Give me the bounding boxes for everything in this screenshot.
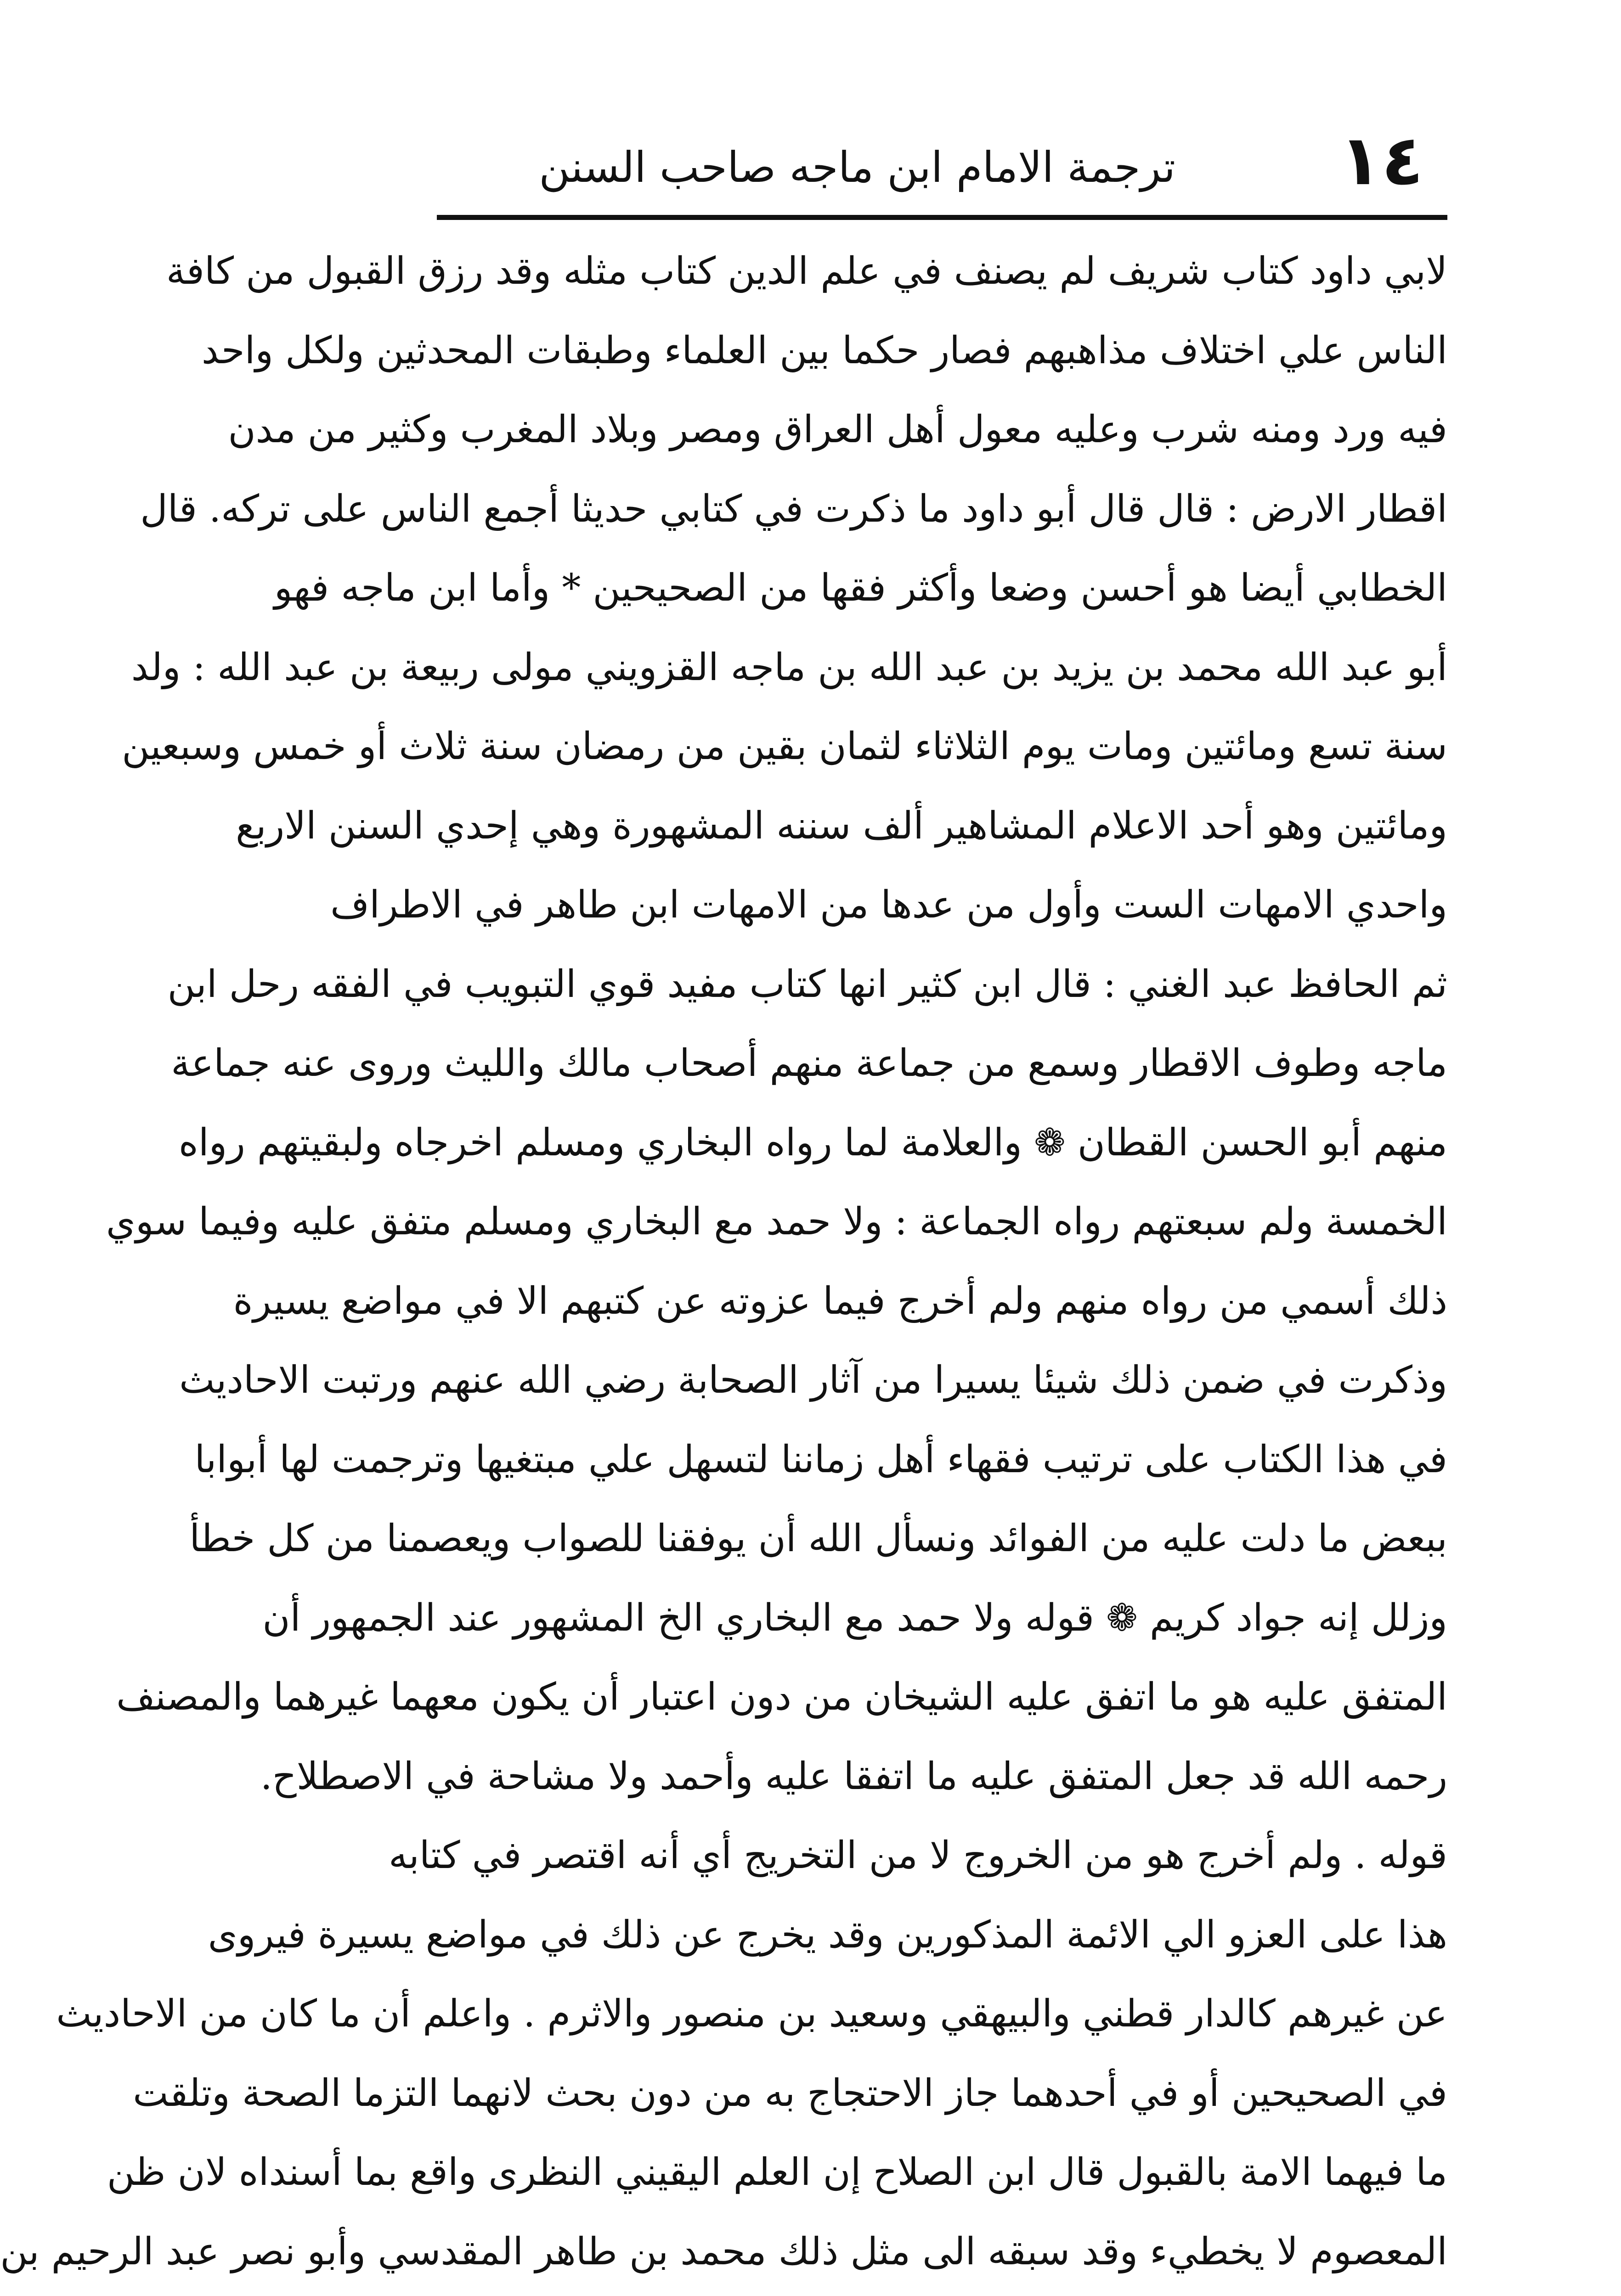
text-line: قوله . ولم أخرج هو من الخروج لا من التخريج أي أنه اقتصر في كتابه [389,1834,1447,1877]
text-line: لابي داود كتاب شريف لم يصنف في علم الدين كتاب مثله وقد رزق القبول من كافة [166,249,1447,293]
header-rule [437,215,1447,220]
text-line: ببعض ما دلت عليه من الفوائد ونسأل الله أن يوفقنا للصواب ويعصمنا من كل خطأ [189,1517,1447,1560]
text-line: اقطار الارض : قال قال أبو داود ما ذكرت في كتابي حديثا أجمع الناس على تركه. قال [140,487,1447,531]
text-line: هذا على العزو الي الائمة المذكورين وقد يخرج عن ذلك في مواضع يسيرة فيروى [208,1913,1447,1957]
running-title: ترجمة الامام ابن ماجه صاحب السنن [539,143,1175,192]
text-line: الخطابي أيضا هو أحسن وضعا وأكثر فقها من الصحيحين * وأما ابن ماجه فهو [274,566,1447,610]
text-line: واحدي الامهات الست وأول من عدها من الامهات ابن طاهر في الاطراف [330,883,1447,927]
text-line: في هذا الكتاب على ترتيب فقهاء أهل زماننا لتسهل علي مبتغيها وترجمت لها أبوابا [194,1437,1447,1481]
text-line: وزلل إنه جواد كريم ❁ قوله ولا حمد مع البخاري الخ المشهور عند الجمهور أن [262,1596,1447,1640]
text-line: سنة تسع ومائتين ومات يوم الثلاثاء لثمان بقين من رمضان سنة ثلاث أو خمس وسبعين [122,725,1447,768]
text-line: فيه ورد ومنه شرب وعليه معول أهل العراق ومصر وبلاد المغرب وكثير من مدن [228,408,1447,451]
text-line: المعصوم لا يخطيء وقد سبقه الى مثل ذلك محمد بن طاهر المقدسي وأبو نصر عبد الرحيم بن [0,2229,1447,2273]
text-line: منهم أبو الحسن القطان ❁ والعلامة لما رواه البخاري ومسلم اخرجاه ولبقيتهم رواه [178,1120,1447,1165]
text-line: ذلك أسمي من رواه منهم ولم أخرج فيما عزوته عن كتبهم الا في مواضع يسيرة [233,1279,1447,1323]
page-number: ١٤ [1339,121,1423,201]
text-line: الخمسة ولم سبعتهم رواه الجماعة : ولا حمد مع البخاري ومسلم متفق عليه وفيما سوي [106,1200,1447,1244]
text-line: أبو عبد الله محمد بن يزيد بن عبد الله بن ماجه القزويني مولى ربيعة بن عبد الله : ولد [131,645,1447,689]
page-header [437,115,1446,220]
text-line: ثم الحافظ عبد الغني : قال ابن كثير انها كتاب مفيد قوي التبويب في الفقه رحل ابن [167,962,1447,1006]
text-line: ومائتين وهو أحد الاعلام المشاهير ألف سننه المشهورة وهي إحدي السنن الاربع [236,804,1447,848]
text-line: الناس علي اختلاف مذاهبهم فصار حكما بين العلماء وطبقات المحدثين ولكل واحد [201,328,1447,372]
text-line: ما فيهما الامة بالقبول قال ابن الصلاح إن العلم اليقيني النظرى واقع بما أسنداه لان ظن [107,2150,1447,2194]
text-line: عن غيرهم كالدار قطني والبيهقي وسعيد بن منصور والاثرم . واعلم أن ما كان من الاحاديث [56,1992,1447,2036]
text-line: المتفق عليه هو ما اتفق عليه الشيخان من دون اعتبار أن يكون معهما غيرهما والمصنف [116,1675,1447,1719]
body-text [0,232,1447,2296]
text-line [437,2291,1447,2296]
text-line: وذكرت في ضمن ذلك شيئا يسيرا من آثار الصحابة رضي الله عنهم ورتبت الاحاديث [179,1358,1447,1402]
text-line: ماجه وطوف الاقطار وسمع من جماعة منهم أصحاب مالك والليث وروى عنه جماعة [171,1041,1447,1085]
text-line: رحمه الله قد جعل المتفق عليه ما اتفقا عليه وأحمد ولا مشاحة في الاصطلاح. [260,1754,1447,1798]
text-line: في الصحيحين أو في أحدهما جاز الاحتجاج به من دون بحث لانهما التزما الصحة وتلقت [133,2071,1447,2115]
